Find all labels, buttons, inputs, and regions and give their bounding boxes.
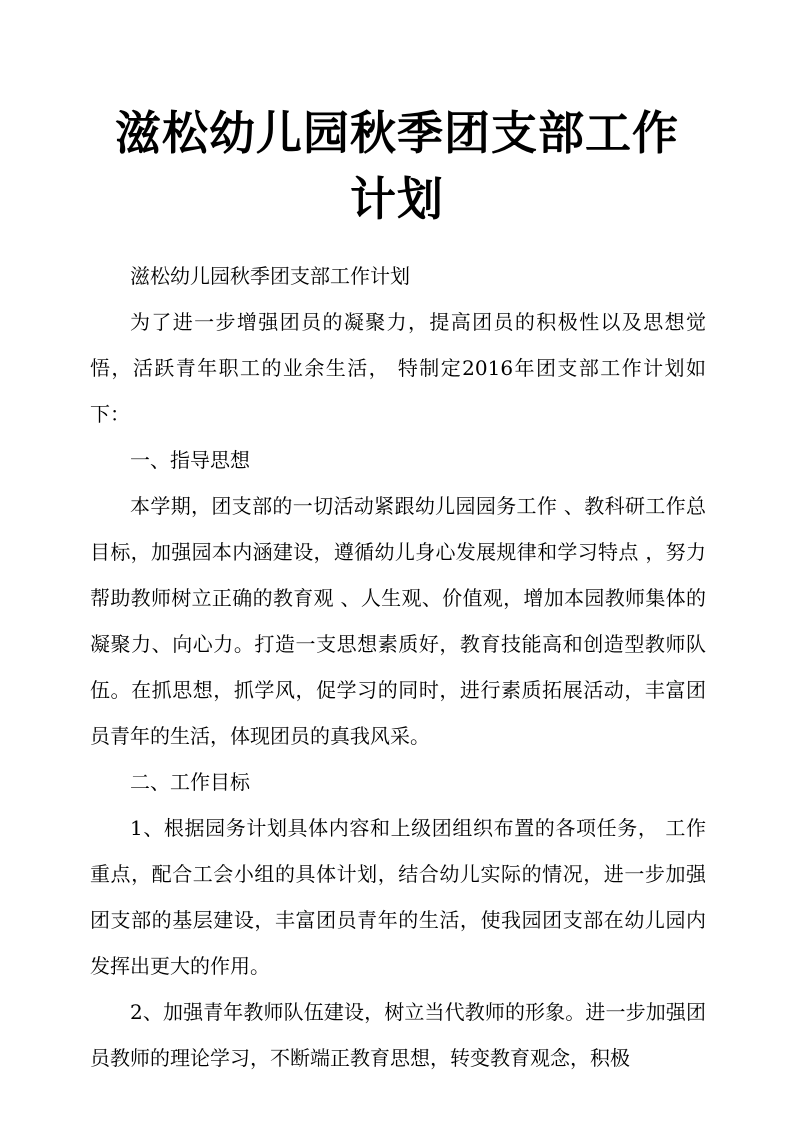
section-heading-work-goals: 二、工作目标 bbox=[130, 770, 250, 794]
section-heading-guiding-ideology: 一、指导思想 bbox=[130, 448, 250, 472]
paragraph-guiding-ideology: 本学期，团支部的一切活动紧跟幼儿园园务工作 、教科研工作总目标，加强园本内涵建设，遵循幼儿身心发展规律和学习特点 ，努力帮助教师树立正确的教育观 、人生观、价值观，增加本园教师集体的凝聚力、向心力。打造一支思想素质好，教育技能高和创造型教师队伍。在抓思想，抓学风，促学习的同时，进行素质拓展活动，丰富团员青年的生活，体现团员的真我风采。 bbox=[90, 494, 706, 748]
paragraph-intro: 为了进一步增强团员的凝聚力，提高团员的积极性以及思想觉悟，活跃青年职工的业余生活， 特制定2016年团支部工作计划如下： bbox=[90, 310, 706, 426]
document-title bbox=[90, 100, 704, 232]
paragraph-goal-2: 2、加强青年教师队伍建设，树立当代教师的形象。进一步加强团员教师的理论学习，不断端正教育思想，转变教育观念，积极 bbox=[90, 1000, 706, 1070]
document-body bbox=[90, 253, 706, 1081]
title-line-2: 计划 bbox=[350, 172, 444, 226]
paragraph-subtitle: 滋松幼儿园秋季团支部工作计划 bbox=[130, 264, 410, 288]
title-line-1: 滋松幼儿园秋季团支部工作 bbox=[115, 106, 679, 160]
paragraph-goal-1: 1、根据园务计划具体内容和上级团组织布置的各项任务， 工作重点，配合工会小组的具体计划，结合幼儿实际的情况，进一步加强团支部的基层建设，丰富团员青年的生活，使我园团支部在幼儿园内发挥出更大的作用。 bbox=[90, 816, 706, 978]
